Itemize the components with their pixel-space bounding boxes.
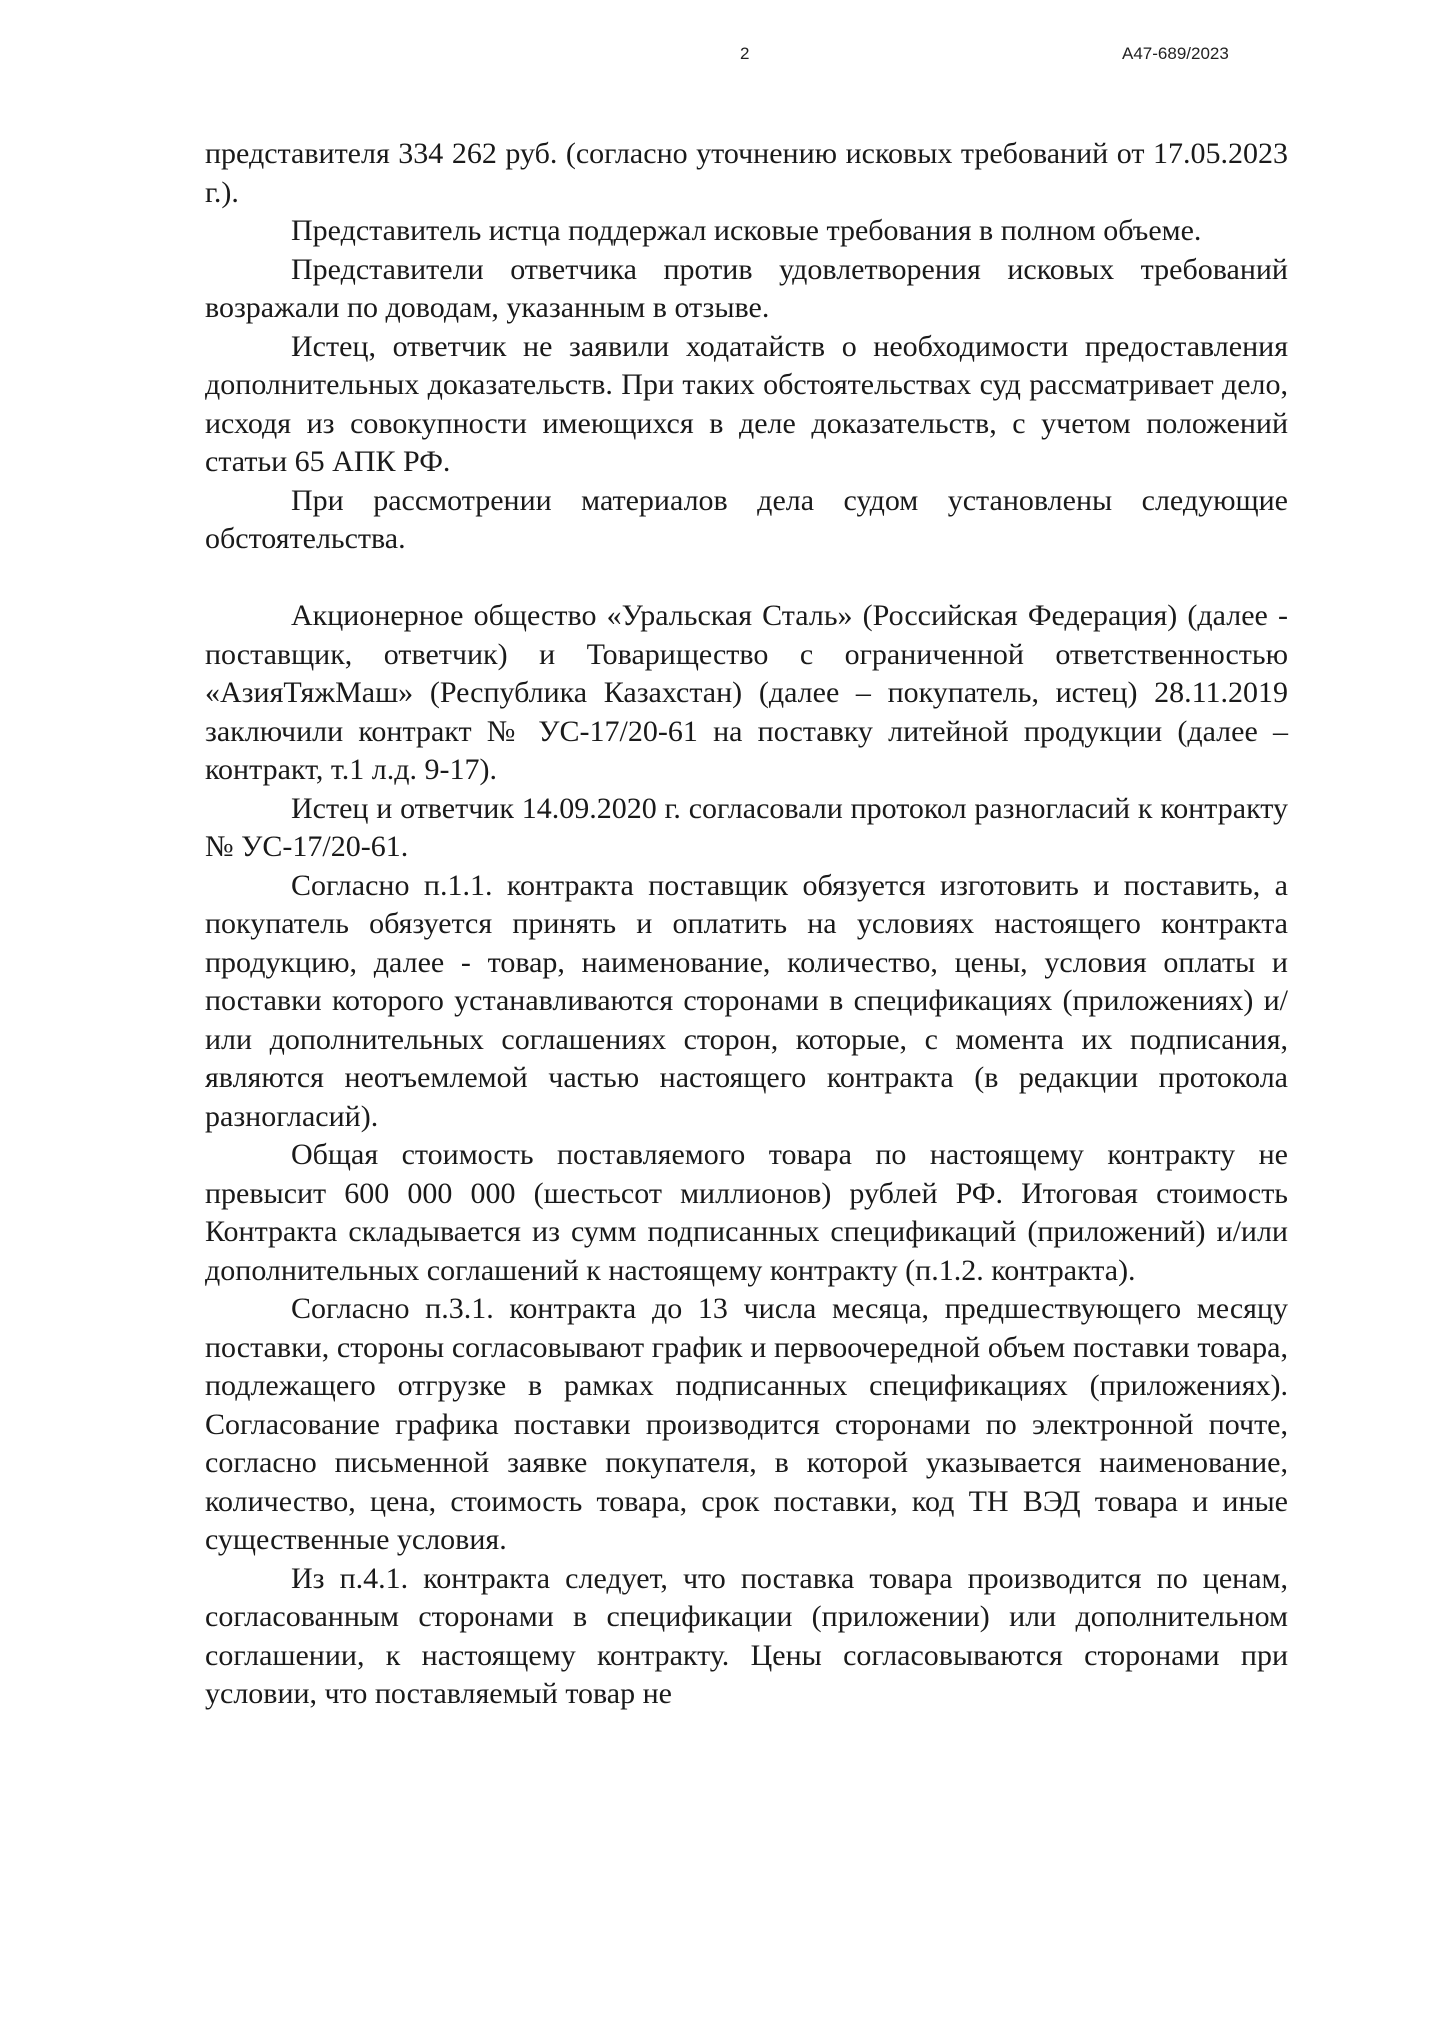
- paragraph-clause-3-1: Согласно п.3.1. контракта до 13 числа месяца, предшествующего месяцу поставки, стороны согласовывают график и первоочередной объем поставки товара, подлежащего отгрузке в рамках подписанных спецификациях (приложениях). Согласование графика поставки производится сторонами по электронной почте, согласно письменной заявке покупателя, в которой указывается наименование, количество, цена, стоимость товара, срок поставки, код ТН ВЭД товара и иные существенные условия.: [205, 1292, 1288, 1556]
- paragraph-no-motions: Истец, ответчик не заявили ходатайств о необходимости предоставления дополнительных доказательств. При таких обстоятельствах суд рассматривает дело, исходя из совокупности имеющихся в деле доказательств, с учетом положений статьи 65 АПК РФ.: [205, 329, 1288, 478]
- paragraph-clause-1-2: Общая стоимость поставляемого товара по настоящему контракту не превысит 600 000 000 (шестьсот миллионов) рублей РФ. Итоговая стоимость Контракта складывается из сумм подписанных спецификаций (приложений) и/или дополнительных соглашений к настоящему контракту (п.1.2. контракта).: [205, 1138, 1288, 1287]
- paragraph-continuation: представителя 334 262 руб. (согласно уточнению исковых требований от 17.05.2023 г.).: [205, 137, 1288, 209]
- paragraph-clause-1-1: Согласно п.1.1. контракта поставщик обязуется изготовить и поставить, а покупатель обязуется принять и оплатить на условиях настоящего контракта продукцию, далее - товар, наименование, количество, цены, условия оплаты и поставки которого устанавливаются сторонами в спецификациях (приложениях) и/или дополнительных соглашениях сторон, которые, с момента их подписания, являются неотъемлемой частью настоящего контракта (в редакции протокола разногласий).: [205, 868, 1288, 1133]
- page-number: 2: [740, 44, 750, 63]
- paragraph-defendant-position: Представители ответчика против удовлетворения исковых требований возражали по доводам, указанным в отзыве.: [205, 252, 1288, 324]
- case-number: А47-689/2023: [1122, 44, 1229, 63]
- paragraph-disagreement-protocol: Истец и ответчик 14.09.2020 г. согласовали протокол разногласий к контракту № УС-17/20-61.: [205, 791, 1288, 863]
- paragraph-clause-4-1: Из п.4.1. контракта следует, что поставка товара производится по ценам, согласованным сторонами в спецификации (приложении) или дополнительном соглашении, к настоящему контракту. Цены согласовываются сторонами при условии, что поставляемый товар не: [205, 1561, 1288, 1710]
- paragraph-established-facts: При рассмотрении материалов дела судом установлены следующие обстоятельства.: [205, 483, 1288, 555]
- paragraph-plaintiff-position: Представитель истца поддержал исковые требования в полном объеме.: [291, 214, 1202, 247]
- paragraph-contract-parties: Акционерное общество «Уральская Сталь» (Российская Федерация) (далее - поставщик, ответчик) и Товарищество с ограниченной ответственностью «АзияТяжМаш» (Республика Казахстан) (далее – покупатель, истец) 28.11.2019 заключили контракт № УС-17/20-61 на поставку литейной продукции (далее – контракт, т.1 л.д. 9-17).: [205, 599, 1288, 786]
- document-body: [205, 135, 1288, 1714]
